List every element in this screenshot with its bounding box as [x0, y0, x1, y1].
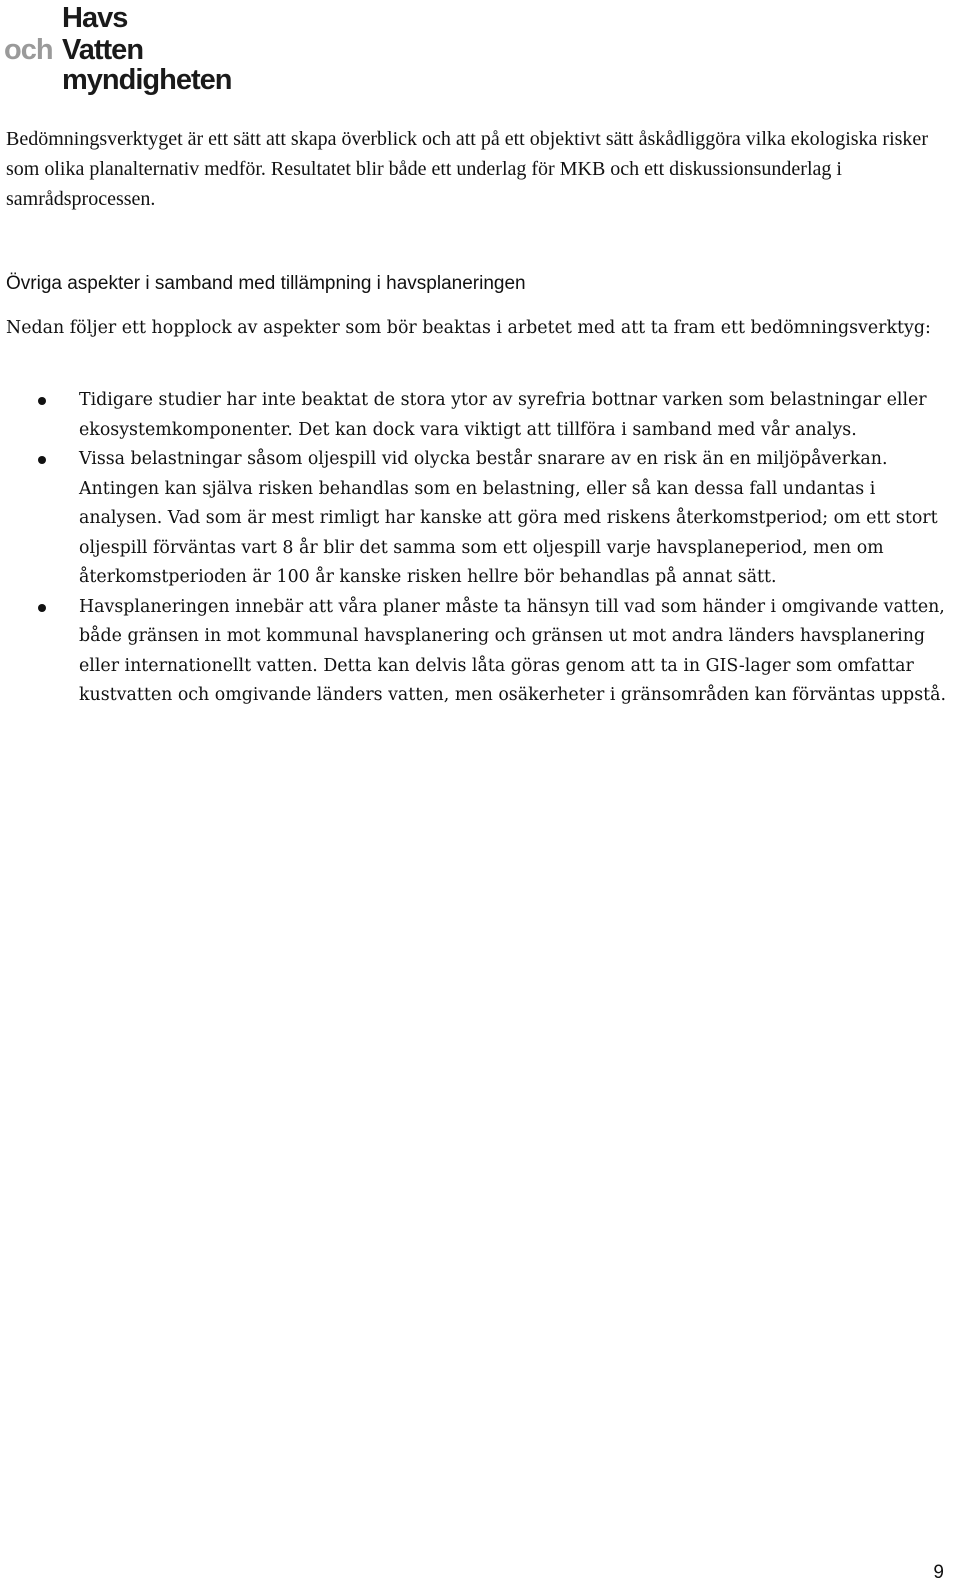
section-heading: Övriga aspekter i samband med tillämpning i havsplaneringen — [6, 273, 526, 294]
list-item — [0, 593, 950, 711]
bullet-icon — [38, 456, 46, 464]
logo-line-havs: Havs — [62, 2, 128, 34]
page-number: 9 — [933, 1562, 944, 1583]
list-item — [0, 445, 950, 593]
bullet-list — [0, 386, 950, 711]
lead-paragraph: Nedan följer ett hopplock av aspekter som bör beaktas i arbetet med att ta fram ett bedömningsverktyg: — [6, 318, 931, 338]
list-item-text: Vissa belastningar såsom oljespill vid olycka består snarare av en risk än en miljöpåverkan. Antingen kan själva risken behandlas som en belastning, eller så kan dessa fall undantas i analysen. Vad som är mest rimligt har kanske att göra med riskens återkomstperiod; om ett stort oljespill förväntas vart 8 år blir det samma som ett oljespill varje havsplaneperiod, men om återkomstperioden är 100 år kanske risken hellre bör behandlas på annat sätt. — [79, 449, 938, 587]
agency-logo — [4, 0, 244, 100]
logo-line-vatten: Vatten — [62, 34, 144, 66]
logo-line-och: och — [4, 34, 53, 66]
bullet-icon — [38, 397, 46, 405]
list-item — [0, 386, 950, 445]
bullet-icon — [38, 604, 46, 612]
list-item-text: Tidigare studier har inte beaktat de stora ytor av syrefria bottnar varken som belastningar eller ekosystemkomponenter. Det kan dock vara viktigt att tillföra i samband med vår analys. — [79, 390, 927, 440]
logo-line-myndigheten: myndigheten — [62, 64, 232, 96]
list-item-text: Havsplaneringen innebär att våra planer måste ta hänsyn till vad som händer i omgivande vatten, både gränsen in mot kommunal havsplanering och gränsen ut mot andra länders havsplanering eller internationellt vatten. Detta kan delvis låta göras genom att ta in GIS-lager som omfattar kustvatten och omgivande länders vatten, men osäkerheter i gränsområden kan förväntas uppstå. — [79, 596, 947, 705]
intro-paragraph: Bedömningsverktyget är ett sätt att skapa överblick och att på ett objektivt sätt åskådliggöra vilka ekologiska risker som olika planalternativ medför. Resultatet blir både ett underlag för MKB och ett diskussionsunderlag i samrådsprocessen. — [6, 128, 928, 210]
